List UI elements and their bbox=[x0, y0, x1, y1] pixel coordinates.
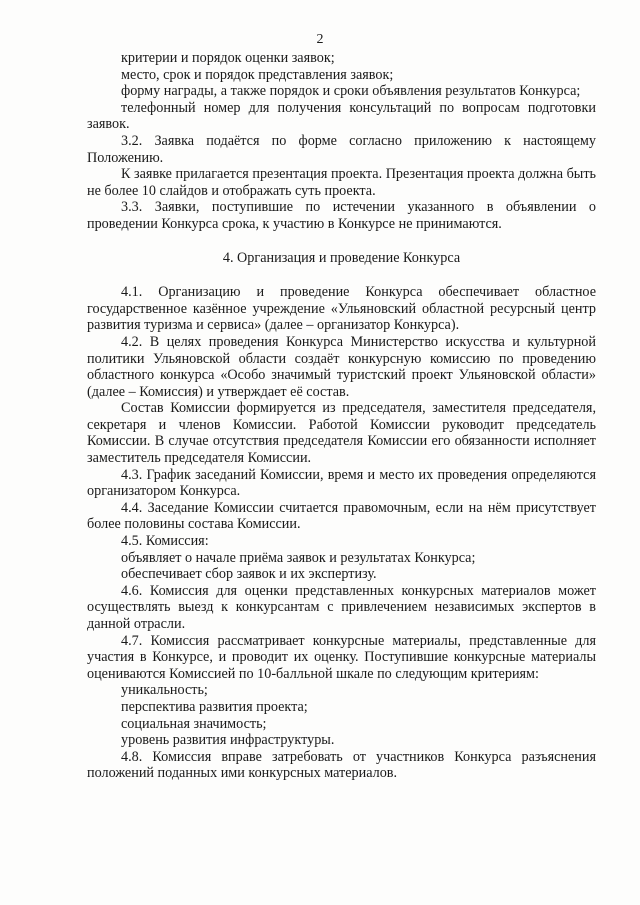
paragraph: 4.7. Комиссия рассматривает конкурсные материалы, представленные для участия в Конкурсе, и проводит их оценку. Поступившие конкурсные материалы оцениваются Комиссией по 10-балльной шкале по следующим критериям: bbox=[87, 632, 596, 682]
paragraph: К заявке прилагается презентация проекта. Презентация проекта должна быть не более 10 слайдов и отображать суть проекта. bbox=[87, 166, 596, 199]
section-heading: 4. Организация и проведение Конкурса bbox=[222, 249, 461, 266]
paragraph: место, срок и порядок представления заявок; bbox=[121, 66, 394, 83]
paragraph: форму награды, а также порядок и сроки объявления результатов Конкурса; bbox=[121, 83, 581, 100]
list-item: объявляет о начале приёма заявок и результатах Конкурса; bbox=[121, 549, 476, 566]
list-item: обеспечивает сбор заявок и их экспертизу. bbox=[121, 566, 377, 583]
paragraph: 4.5. Комиссия: bbox=[121, 533, 209, 550]
list-item: уникальность; bbox=[121, 682, 208, 699]
paragraph: 4.2. В целях проведения Конкурса Министерство искусства и культурной политики Ульяновской области создаёт конкурсную комиссию по проведению областного конкурса «Особо значимый туристский проект Ульяновской области» (далее – Комиссия) и утверждает её состав. bbox=[87, 333, 596, 400]
list-item: социальная значимость; bbox=[121, 715, 267, 732]
document-body bbox=[87, 50, 596, 782]
paragraph: 4.1. Организацию и проведение Конкурса обеспечивает областное государственное казённое учреждение «Ульяновский областной ресурсный центр развития туризма и сервиса» (далее – организатор Конкурса). bbox=[87, 284, 596, 334]
paragraph: 3.2. Заявка подаётся по форме согласно приложению к настоящему Положению. bbox=[87, 132, 596, 166]
paragraph: Состав Комиссии формируется из председателя, заместителя председателя, секретаря и членов Комиссии. Работой Комиссии руководит председатель Комиссии. В случае отсутствия председателя Комиссии его обязанности исполняет заместитель председателя Комиссии. bbox=[87, 400, 596, 467]
paragraph: 4.6. Комиссия для оценки представленных конкурсных материалов может осуществлять выезд к конкурсантам с привлечением независимых экспертов в данной отрасли. bbox=[87, 582, 596, 632]
paragraph: 4.3. График заседаний Комиссии, время и место их проведения определяются организатором Конкурса. bbox=[87, 466, 596, 500]
paragraph: 4.8. Комиссия вправе затребовать от участников Конкурса разъяснения положений поданных ими конкурсных материалов. bbox=[87, 748, 596, 782]
list-item: уровень развития инфраструктуры. bbox=[121, 732, 335, 749]
paragraph: 4.4. Заседание Комиссии считается правомочным, если на нём присутствует более половины состава Комиссии. bbox=[87, 499, 596, 533]
paragraph: 3.3. Заявки, поступившие по истечении указанного в объявлении о проведении Конкурса срока, к участию в Конкурсе не принимаются. bbox=[87, 199, 596, 232]
paragraph: телефонный номер для получения консультаций по вопросам подготовки заявок. bbox=[87, 99, 596, 133]
list-item: перспектива развития проекта; bbox=[121, 698, 308, 715]
paragraph: критерии и порядок оценки заявок; bbox=[121, 50, 335, 66]
page-number: 2 bbox=[316, 32, 324, 47]
